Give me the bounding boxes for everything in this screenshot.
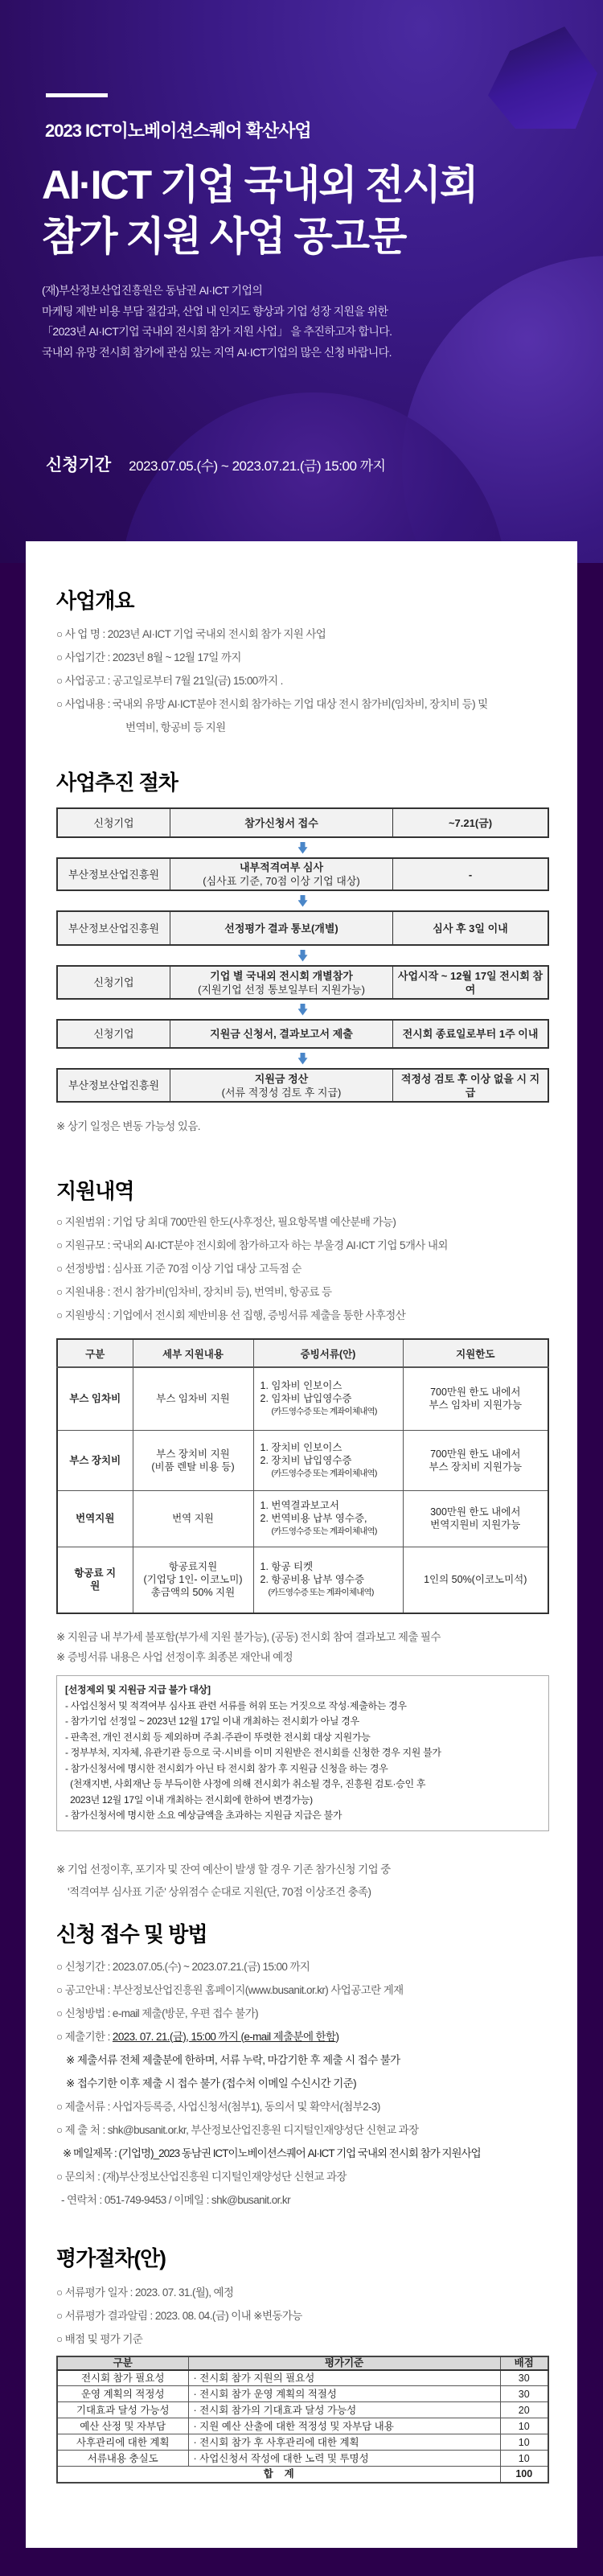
process-step <box>56 910 549 946</box>
bullet-item: ○ 신청방법 : e-mail 제출(방문, 우편 접수 불가) <box>56 2007 259 2019</box>
table-row <box>57 2451 548 2467</box>
schedule-note: ※ 상기 일정은 변동 가능성 있음. <box>56 1120 200 1132</box>
deadline-label: ○ 제출기한 : <box>56 2030 113 2043</box>
section-apply <box>56 1921 549 2212</box>
support-note: ※ 기업 선정이후, 포기자 및 잔여 예산이 발생 할 경우 기존 참가신청 기업 중 <box>56 1863 391 1876</box>
bullet-item: ○ 문의처 : (재)부산정보산업진흥원 디지털인재양성단 신현교 과장 <box>56 2170 347 2183</box>
task-title: 기업 별 국내외 전시회 개별참가 <box>210 969 353 982</box>
deadline-value: 2023. 07. 21.(금), 15:00 까지 (e-mail 제출분에 한함) <box>112 2030 339 2043</box>
support-note: ※ 증빙서류 내용은 사업 선정이후 최종본 재안내 예정 <box>56 1651 293 1663</box>
mail-subject-note: ※ 메일제목 : (기업명)_2023 동남권 ICT이노베이션스퀘어 AI·ICT 기업 국내외 전시회 참가 지원사업 <box>63 2147 481 2159</box>
step-timing: - <box>468 868 473 881</box>
doc-line: 1. 장치비 인보이스 <box>260 1441 343 1453</box>
total-label: 합 계 <box>57 2467 500 2483</box>
exclusion-line: (천재지변, 사회재난 등 부득이한 사정에 의해 전시회가 취소될 경우, 진흥원 검토·승인 후 <box>65 1778 426 1789</box>
bullet-item: ○ 지원방식 : 기업에서 전시회 제반비용 선 집행, 증빙서류 제출을 통한 사후정산 <box>56 1309 406 1321</box>
step-timing: 사업시작 ~ 12월 17일 전시회 참여 <box>397 969 544 996</box>
hero-banner <box>0 0 603 563</box>
support-table <box>56 1338 549 1614</box>
period-label: 신청기간 <box>46 456 112 475</box>
doc-line: (카드영수증 또는 계좌이체내역) <box>271 1407 377 1417</box>
accent-bar <box>46 93 108 97</box>
task-subtitle: (심사표 기준, 70점 이상 기업 대상) <box>203 875 360 887</box>
doc-line: 2. 임차비 납입영수증 <box>260 1393 352 1405</box>
exclusion-line: - 참가기업 선정일 ~ 2023년 12월 17일 이내 개최하는 전시회가 아닐 경우 <box>65 1715 359 1727</box>
table-row <box>57 1490 548 1547</box>
detail-line: 번역 지원 <box>172 1513 214 1524</box>
hero-subtitle: 2023 ICT이노베이션스퀘어 확산사업 <box>45 121 311 141</box>
step-actor: 신청기업 <box>58 1021 170 1047</box>
detail-line: (기업당 1인- 이코노미) <box>143 1574 243 1586</box>
step-actor: 부산정보산업진흥원 <box>58 859 170 889</box>
desc-line: 「2023년 AI·ICT기업 국내외 전시회 참가 지원 사업」 을 추진하고자 합니다. <box>42 325 392 338</box>
exclusion-line: - 사업신청서 및 적격여부 심사표 관련 서류를 허위 또는 거짓으로 작성·제출하는 경우 <box>65 1699 407 1711</box>
limit-line: 부스 임차비 지원가능 <box>429 1399 523 1411</box>
step-task <box>170 967 393 998</box>
column-header: 평가기준 <box>188 2356 500 2370</box>
criteria-score: 10 <box>500 2418 548 2434</box>
total-score: 100 <box>500 2467 548 2483</box>
criteria-description: · 전시회 참가 지원의 필요성 <box>188 2370 500 2386</box>
column-header: 구분 <box>57 1339 133 1367</box>
exclusion-title: [선정제외 및 지원금 지급 불가 대상] <box>65 1684 211 1695</box>
table-header-row <box>57 2356 548 2370</box>
step-task <box>170 1021 393 1047</box>
step-task <box>170 912 393 944</box>
exclusion-line: - 참가신청서에 명시한 소요 예상금액을 초과하는 지원금 지급은 불가 <box>65 1810 343 1821</box>
desc-line: (재)부산정보산업진흥원은 동남권 AI·ICT 기업의 <box>42 284 263 297</box>
row-category: 번역지원 <box>57 1490 133 1547</box>
hero-title-line: 참가 지원 사업 공고문 <box>42 214 406 259</box>
process-step <box>56 1019 549 1049</box>
step-timing: 적정성 검토 후 이상 없을 시 지급 <box>400 1072 540 1099</box>
deadline-note: ※ 접수기한 이후 제출 시 접수 불가 (접수처 이메일 수신시간 기준) <box>66 2077 357 2089</box>
deadline-note: ※ 제출서류 전체 제출분에 한하며, 서류 누락, 마감기한 후 제출 시 접수 불가 <box>66 2053 400 2066</box>
row-category: 부스 임차비 <box>57 1367 133 1430</box>
criteria-score: 10 <box>500 2434 548 2451</box>
table-row <box>57 2370 548 2386</box>
section-overview <box>56 588 549 739</box>
exclusion-line: - 정부부처, 지자체, 유관기관 등으로 국·시비를 이미 지원받은 전시회를 신청한 경우 지원 불가 <box>65 1747 441 1758</box>
bullet-item: ○ 공고안내 : 부산정보산업진흥원 홈페이지(www.busanit.or.kr) 사업공고란 게재 <box>56 1983 404 1996</box>
section-heading: 신청 접수 및 방법 <box>56 1921 207 1946</box>
criteria-category: 사후관리에 대한 계획 <box>57 2434 188 2451</box>
table-row <box>57 1547 548 1613</box>
criteria-description: · 지원 예산 산출에 대한 적정성 및 자부담 내용 <box>188 2418 500 2434</box>
contact-detail: - 연락처 : 051-749-9453 / 이메일 : shk@busanit.or.kr <box>61 2193 290 2206</box>
arrow-down-icon <box>56 946 549 965</box>
bullet-item: ○ 서류평가 결과알림 : 2023. 08. 04.(금) 이내 ※변동가능 <box>56 2309 302 2322</box>
limit-line: 300만원 한도 내에서 <box>430 1506 521 1518</box>
table-row <box>57 2418 548 2434</box>
doc-line: (카드영수증 또는 계좌이체내역) <box>271 1468 377 1478</box>
column-header: 증빙서류(안) <box>253 1339 403 1367</box>
step-actor: 신청기업 <box>58 967 170 998</box>
criteria-category: 기대효과 달성 가능성 <box>57 2402 188 2418</box>
process-flow <box>56 807 549 1103</box>
process-step <box>56 807 549 838</box>
step-task <box>170 859 393 889</box>
detail-line: 부스 장치비 지원 <box>156 1448 230 1460</box>
row-category: 항공료 지원 <box>57 1547 133 1613</box>
criteria-category: 예산 산정 및 자부담 <box>57 2418 188 2434</box>
total-row <box>57 2467 548 2483</box>
row-category: 부스 장치비 <box>57 1430 133 1490</box>
column-header: 세부 지원내용 <box>133 1339 253 1367</box>
bullet-item: ○ 지원내용 : 전시 참가비(임차비, 장치비 등), 번역비, 항공료 등 <box>56 1286 332 1298</box>
task-title: 선정평가 결과 통보(개별) <box>224 922 338 935</box>
arrow-down-icon <box>56 838 549 857</box>
table-header-row <box>57 1339 548 1367</box>
doc-line: 2. 장치비 납입영수증 <box>260 1454 352 1466</box>
bullet-item: ○ 사 업 명 : 2023년 AI·ICT 기업 국내외 전시회 참가 지원 사업 <box>56 628 326 640</box>
section-heading: 사업개요 <box>56 589 134 613</box>
criteria-score: 20 <box>500 2402 548 2418</box>
exclusion-box <box>56 1675 549 1831</box>
arrow-down-icon <box>56 891 549 910</box>
bullet-item-continued: 번역비, 항공비 등 지원 <box>125 721 226 733</box>
bullet-item: ○ 신청기간 : 2023.07.05.(수) ~ 2023.07.21.(금) 15:00 까지 <box>56 1960 310 1973</box>
hero-description <box>42 281 392 363</box>
detail-line: 부스 임차비 지원 <box>156 1393 230 1405</box>
arrow-down-icon <box>56 1049 549 1068</box>
bullet-item <box>56 2025 549 2048</box>
task-title: 지원금 정산 <box>254 1072 309 1085</box>
decorative-hexagon <box>488 18 597 129</box>
exclusion-line: - 판촉전, 개인 전시회 등 제외하며 주최·주관이 뚜렷한 전시회 대상 지원가능 <box>65 1731 371 1743</box>
bullet-item: ○ 제출서류 : 사업자등록증, 사업신청서(첨부1), 동의서 및 확약서(첨부2-3) <box>56 2100 380 2113</box>
criteria-category: 운영 계획의 적정성 <box>57 2386 188 2402</box>
hero-title-line: AI·ICT 기업 국내외 전시회 <box>42 162 478 207</box>
table-row <box>57 2386 548 2402</box>
column-header: 배점 <box>500 2356 548 2370</box>
limit-line: 1인의 50%(이코노미석) <box>424 1574 527 1586</box>
step-task <box>170 1070 393 1101</box>
period-value: 2023.07.05.(수) ~ 2023.07.21.(금) 15:00 까지 <box>129 458 386 474</box>
step-actor: 부산정보산업진흥원 <box>58 1070 170 1101</box>
section-support <box>56 1178 549 1904</box>
doc-line: 1. 번역결과보고서 <box>260 1500 339 1511</box>
process-step <box>56 965 549 1000</box>
doc-line: (카드영수증 또는 계좌이체내역) <box>271 1526 377 1536</box>
step-actor: 부산정보산업진흥원 <box>58 912 170 944</box>
limit-line: 700만원 한도 내에서 <box>430 1448 521 1460</box>
bullet-item: ○ 지원범위 : 기업 당 최대 700만원 한도(사후정산, 필요항목별 예산분배 가능) <box>56 1216 396 1228</box>
task-title: 지원금 신청서, 결과보고서 제출 <box>210 1028 353 1040</box>
exclusion-line: - 참가신청서에 명시한 전시회가 아닌 타 전시회 참가 후 지원금 신청을 하는 경우 <box>65 1762 388 1774</box>
limit-line: 부스 장치비 지원가능 <box>429 1461 523 1473</box>
doc-line: (카드영수증 또는 계좌이체내역) <box>268 1588 374 1598</box>
bullet-item: ○ 지원규모 : 국내외 AI·ICT분야 전시회에 참가하고자 하는 부울경 AI·ICT 기업 5개사 내외 <box>56 1239 448 1251</box>
task-title: 참가신청서 접수 <box>244 816 318 829</box>
criteria-category: 서류내용 충실도 <box>57 2451 188 2467</box>
section-evaluation <box>56 2245 549 2484</box>
exclusion-line: 2023년 12월 17일 이내 개최하는 전시회에 한하여 변경가능) <box>65 1793 313 1806</box>
application-period <box>46 452 385 476</box>
bullet-item: ○ 선정방법 : 심사표 기준 70점 이상 기업 대상 고득점 순 <box>56 1263 302 1275</box>
criteria-score: 30 <box>500 2370 548 2386</box>
bullet-item: ○ 제 출 처 : shk@busanit.or.kr, 부산정보산업진흥원 디지털인재양성단 신현교 과장 <box>56 2123 419 2136</box>
step-timing: 전시회 종료일로부터 1주 이내 <box>402 1028 539 1040</box>
support-note: '적격여부 심사표 기준' 상위점수 순대로 지원(단, 70점 이상조건 충족) <box>68 1885 371 1898</box>
table-row <box>57 2402 548 2418</box>
support-note: ※ 지원금 내 부가세 불포함(부가세 지원 불가능), (공동) 전시회 참여 결과보고 제출 필수 <box>56 1631 441 1643</box>
limit-line: 700만원 한도 내에서 <box>430 1387 521 1399</box>
section-heading: 평가절차(안) <box>56 2245 166 2270</box>
task-subtitle: (서류 적정성 검토 후 지급) <box>221 1086 342 1099</box>
doc-line: 2. 번역비용 납부 영수증, <box>260 1513 367 1524</box>
column-header: 구분 <box>57 2356 188 2370</box>
step-actor: 신청기업 <box>58 809 170 836</box>
table-row <box>57 2434 548 2451</box>
step-task <box>170 809 393 836</box>
arrow-down-icon <box>56 1000 549 1019</box>
table-row <box>57 1430 548 1490</box>
doc-line: 1. 항공 티켓 <box>260 1561 314 1573</box>
desc-line: 국내외 유망 전시회 참가에 관심 있는 지역 AI·ICT기업의 많은 신청 바랍니다. <box>42 345 392 359</box>
process-step <box>56 1068 549 1103</box>
bullet-item: ○ 사업기간 : 2023년 8월 ~ 12월 17일 까지 <box>56 651 241 664</box>
step-timing: ~7.21(금) <box>448 816 493 829</box>
criteria-description: · 전시회 참가 운영 계획의 적절성 <box>188 2386 500 2402</box>
criteria-description: · 사업신청서 작성에 대한 노력 및 투명성 <box>188 2451 500 2467</box>
task-title: 내부적격여부 심사 <box>239 861 324 873</box>
step-timing: 심사 후 3일 이내 <box>433 922 508 935</box>
section-process <box>56 770 549 1136</box>
task-subtitle: (지원기업 선정 통보일부터 지원가능) <box>198 983 365 996</box>
detail-line: (비품 렌탈 비용 등) <box>151 1461 235 1473</box>
section-heading: 사업추진 절차 <box>56 770 178 795</box>
evaluation-table <box>56 2356 549 2484</box>
bullet-item: ○ 사업내용 : 국내외 유망 AI·ICT분야 전시회 참가하는 기업 대상 전시 참가비(임차비, 장치비 등) 및 <box>56 698 488 710</box>
criteria-score: 10 <box>500 2451 548 2467</box>
criteria-score: 30 <box>500 2386 548 2402</box>
bullet-item: ○ 사업공고 : 공고일로부터 7월 21일(금) 15:00까지 . <box>56 675 283 687</box>
limit-line: 번역지원비 지원가능 <box>430 1519 521 1530</box>
doc-line: 1. 임차비 인보이스 <box>260 1380 343 1392</box>
bullet-item: ○ 배점 및 평가 기준 <box>56 2332 143 2345</box>
bullet-item: ○ 서류평가 일자 : 2023. 07. 31.(월), 예정 <box>56 2286 234 2299</box>
table-row <box>57 1367 548 1430</box>
criteria-description: · 전시회 참가의 기대효과 달성 가능성 <box>188 2402 500 2418</box>
detail-line: 총금액의 50% 지원 <box>150 1587 236 1599</box>
criteria-category: 전시회 참가 필요성 <box>57 2370 188 2386</box>
criteria-description: · 전시회 참가 후 사후관리에 대한 계획 <box>188 2434 500 2451</box>
process-step <box>56 857 549 891</box>
column-header: 지원한도 <box>403 1339 548 1367</box>
hero-title <box>42 159 477 262</box>
section-heading: 지원내역 <box>56 1179 134 1203</box>
doc-line: 2. 항공비용 납부 영수증 <box>260 1574 365 1586</box>
desc-line: 마케팅 제반 비용 부담 절감과, 산업 내 인지도 향상과 기업 성장 지원을 위한 <box>42 304 388 318</box>
content-card <box>26 541 577 2548</box>
detail-line: 항공료지원 <box>168 1561 218 1573</box>
